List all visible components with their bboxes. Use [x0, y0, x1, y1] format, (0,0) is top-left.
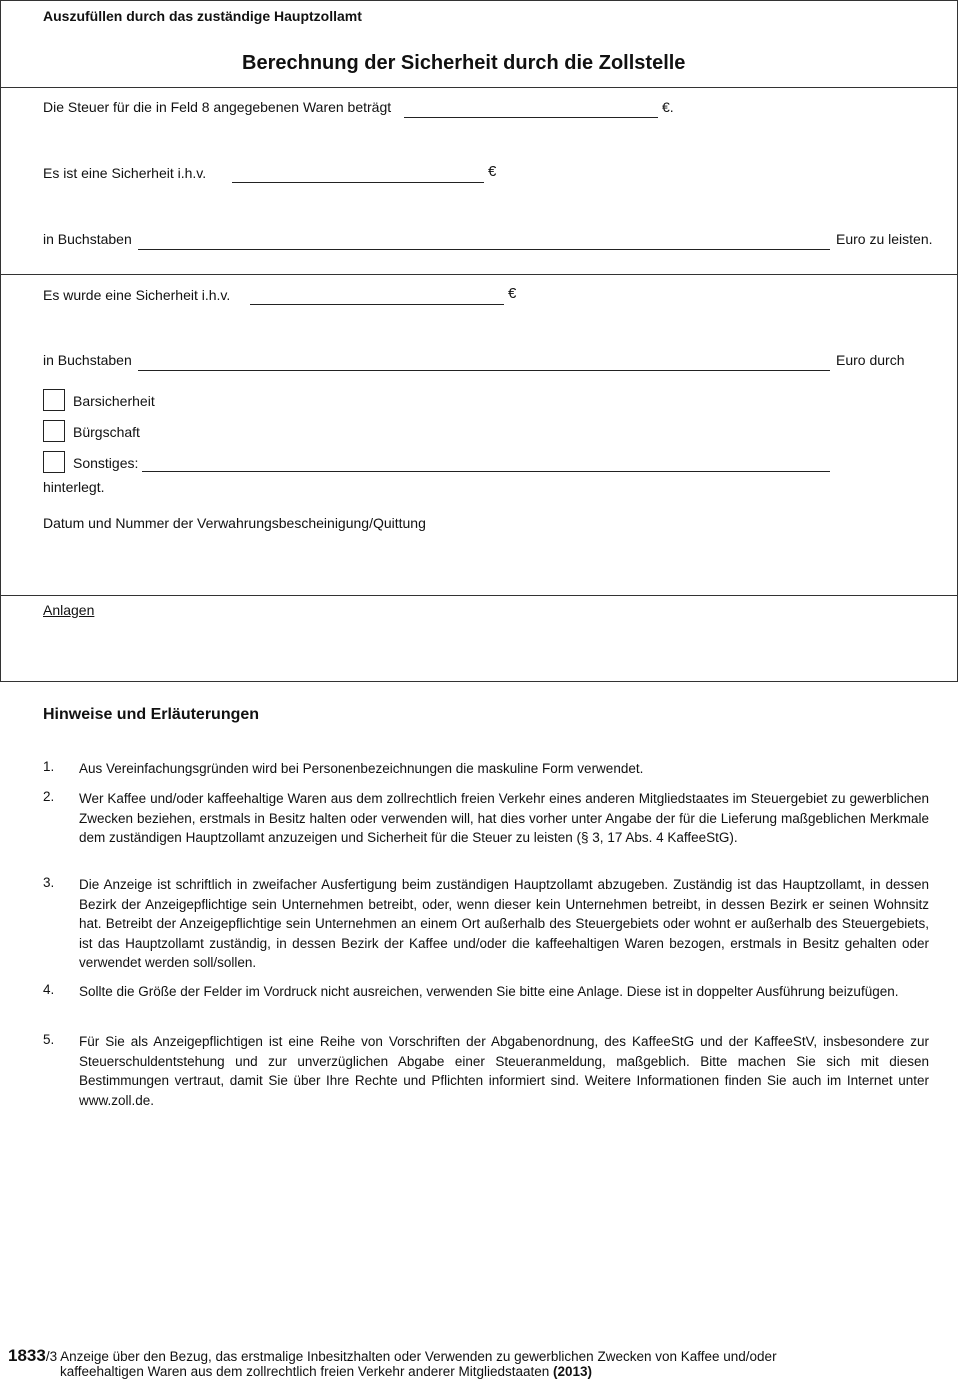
footer-title-1: Anzeige über den Bezug, das erstmalige Inbesitzhalten oder Verwenden zu gewerblichen Zwecken von Kaffee und/oder	[57, 1349, 777, 1364]
page-number: /3	[45, 1349, 58, 1364]
sonstiges-field[interactable]	[142, 471, 830, 472]
receipt-label: Datum und Nummer der Verwahrungsbescheinigung/Quittung	[43, 515, 426, 531]
hint-number: 3.	[43, 875, 55, 890]
buergschaft-label: Bürgschaft	[73, 424, 140, 440]
barsicherheit-label: Barsicherheit	[73, 393, 155, 409]
in-letters-label: in Buchstaben	[43, 352, 132, 368]
euro-by-label: Euro durch	[836, 352, 905, 368]
tax-line-label: Die Steuer für die in Feld 8 angegebenen Waren beträgt	[43, 99, 392, 115]
footer-year: (2013)	[553, 1364, 593, 1379]
form-number: 1833	[8, 1346, 46, 1365]
security-deposited-letters-field[interactable]	[138, 370, 830, 371]
footer-title-2: kaffeehaltigen Waren aus dem zollrechtlich freien Verkehr anderer Mitgliedstaaten	[60, 1364, 554, 1379]
euro-sign: €	[508, 285, 517, 302]
sonstiges-label: Sonstiges:	[73, 455, 139, 471]
footer-line-1	[8, 1346, 777, 1366]
security-required-letters-field[interactable]	[138, 249, 830, 250]
security-deposited-label: Es wurde eine Sicherheit i.h.v.	[43, 287, 231, 303]
tax-amount-field[interactable]	[404, 117, 658, 118]
euro-to-pay-label: Euro zu leisten.	[836, 231, 933, 247]
buergschaft-checkbox[interactable]	[43, 420, 65, 442]
hint-number: 1.	[43, 759, 55, 774]
fill-notice: Auszufüllen durch das zuständige Hauptzollamt	[43, 8, 362, 24]
hint-text: Aus Vereinfachungsgründen wird bei Personenbezeichnungen die maskuline Form verwendet.	[79, 761, 644, 776]
attachments-frame	[0, 595, 958, 682]
attachments-label: Anlagen	[43, 602, 95, 618]
hint-text: Für Sie als Anzeigepflichtigen ist eine Reihe von Vorschriften der Abgabenordnung, des KaffeeStG und der KaffeeStV, insbesondere zur Steuerschuldentstehung und zur unverzüglichen Abgabe einer Steueranmeldung, maßgeblich. Bitte machen Sie sich mit diesen Bestimmungen vertraut, damit Sie über Ihre Rechte und Pflichten informiert sind. Weitere Informationen finden Sie auch im Internet unter www.zoll.de.	[79, 1034, 929, 1108]
security-required-label: Es ist eine Sicherheit i.h.v.	[43, 165, 207, 181]
in-letters-label: in Buchstaben	[43, 231, 132, 247]
footer-line-2	[60, 1364, 592, 1379]
form-frame	[0, 87, 958, 275]
sonstiges-checkbox[interactable]	[43, 451, 65, 473]
hint-number: 4.	[43, 982, 55, 997]
hint-text: Die Anzeige ist schriftlich in zweifacher Ausfertigung beim zuständigen Hauptzollamt abzugeben. Zuständig ist das Hauptzollamt, in dessen Bezirk der Anzeigepflichtige sein Unternehmen betreibt, oder, wenn dieser kein Unternehmen betreibt, in dessen Bezirk er seinen Wohnsitz hat. Betreibt der Anzeigepflichtige sein Unternehmen an einem Ort außerhalb des Steuergebiets oder wohnt er außerhalb des Steuergebiets, ist das Hauptzollamt zuständig, in dessen Bezirk der Kaffee und/oder die kaffeehaltigen Waren bezogen, erstmals in Besitz gehalten oder verwendet werden soll/sollen.	[79, 877, 929, 970]
form-title: Berechnung der Sicherheit durch die Zollstelle	[242, 52, 686, 74]
hints-title: Hinweise und Erläuterungen	[43, 706, 260, 723]
deposited-label: hinterlegt.	[43, 479, 105, 495]
hint-text: Wer Kaffee und/oder kaffeehaltige Waren aus dem zollrechtlich freien Verkehr eines anderen Mitgliedstaates im Steuergebiet zu gewerblichen Zwecken beziehen, erstmals in Besitz halten oder verwenden will, hat dies vorher unter Angabe der für die Lieferung maßgeblichen Merkmale dem zuständigen Hauptzollamt anzuzeigen und Sicherheit für die Steuer zu leisten (§ 3, 17 Abs. 4 KaffeeStG).	[79, 791, 929, 845]
hint-number: 5.	[43, 1032, 55, 1047]
hint-number: 2.	[43, 789, 55, 804]
tax-line-suffix: €.	[662, 99, 674, 115]
security-deposited-amount-field[interactable]	[250, 304, 504, 305]
security-required-amount-field[interactable]	[232, 182, 484, 183]
hint-text: Sollte die Größe der Felder im Vordruck nicht ausreichen, verwenden Sie bitte eine Anlage. Diese ist in doppelter Ausführung beizufügen.	[79, 984, 899, 999]
euro-sign: €	[488, 163, 497, 180]
deposit-frame	[0, 274, 958, 596]
barsicherheit-checkbox[interactable]	[43, 389, 65, 411]
